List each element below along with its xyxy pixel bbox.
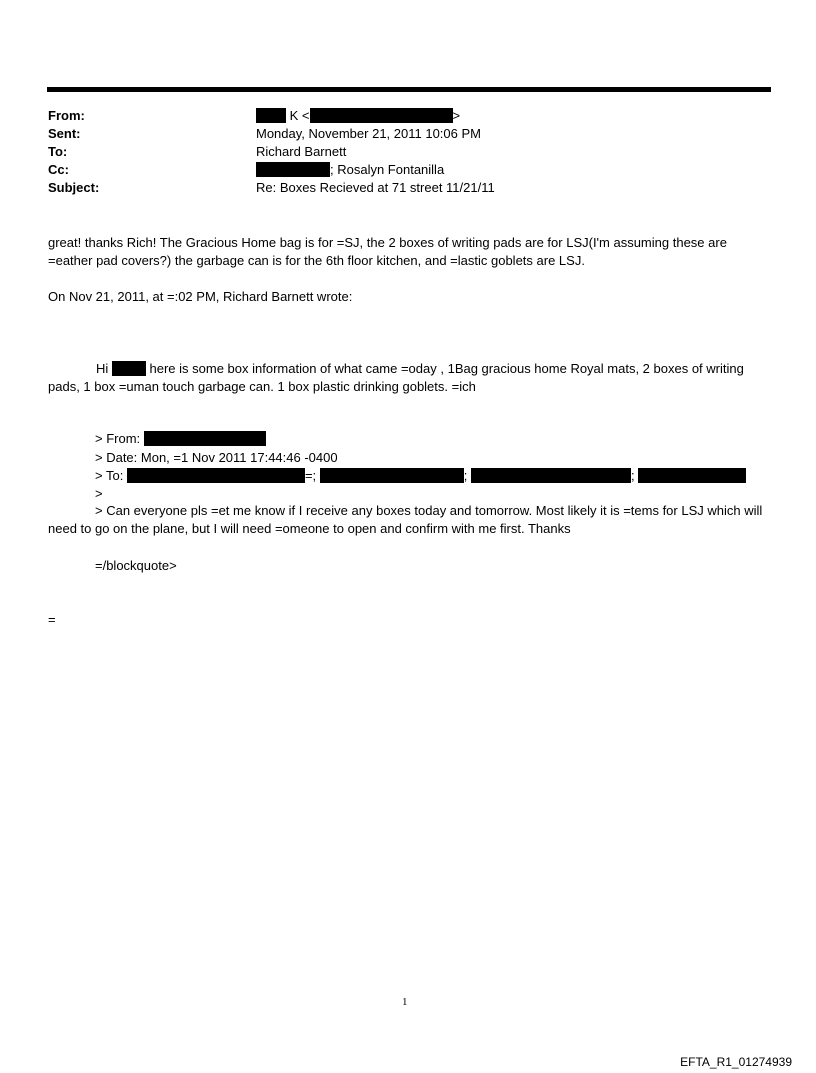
redaction-box <box>320 468 464 483</box>
to-label: To: <box>48 144 68 159</box>
redaction-box <box>310 108 453 123</box>
redaction-box <box>144 431 266 446</box>
sent-label: Sent: <box>48 126 81 141</box>
quote-to-line: > To: =; ; ; <box>95 467 746 485</box>
quote-from-line: > From: <box>95 430 266 448</box>
quote-blank-line: > <box>95 486 103 501</box>
blockquote-end: =/blockquote> <box>95 558 177 573</box>
subject-label: Subject: <box>48 180 100 195</box>
from-label: From: <box>48 108 85 123</box>
sent-value: Monday, November 21, 2011 10:06 PM <box>256 126 481 141</box>
to-value: Richard Barnett <box>256 144 347 159</box>
page-number: 1 <box>402 996 408 1008</box>
quote-date-line: > Date: Mon, =1 Nov 2011 17:44:46 -0400 <box>95 450 338 465</box>
redaction-box <box>112 361 146 376</box>
document-id: EFTA_R1_01274939 <box>680 1055 792 1069</box>
subject-value: Re: Boxes Recieved at 71 street 11/21/11 <box>256 180 495 195</box>
cc-value: ; Rosalyn Fontanilla <box>256 162 444 178</box>
reply-paragraph: great! thanks Rich! The Gracious Home bag is for =SJ, the 2 boxes of writing pads are for LSJ(I'm assuming these are =eather pad covers?) the garbage can is for the 6th floor kitchen, and =lastic goblets are LSJ. <box>48 235 727 268</box>
redaction-box <box>256 108 286 123</box>
from-value: K < > <box>256 108 460 124</box>
quoted-request-paragraph: > Can everyone pls =et me know if I receive any boxes today and tomorrow. Most likely it is =tems for LSJ which will need to go on the plane, but I will need =omeone to open and confirm with me first. Thanks <box>48 503 763 536</box>
quoted-message-paragraph: Hi here is some box information of what came =oday , 1Bag gracious home Royal mats, 2 boxes of writing pads, 1 box =uman touch garbage can. 1 box plastic drinking goblets. =ich <box>48 361 744 394</box>
redaction-box <box>127 468 305 483</box>
quoted-attribution: On Nov 21, 2011, at =:02 PM, Richard Barnett wrote: <box>48 289 353 304</box>
trailing-equals: = <box>48 612 56 627</box>
redaction-box <box>471 468 631 483</box>
header-rule <box>47 87 771 92</box>
cc-label: Cc: <box>48 162 69 177</box>
redaction-box <box>256 162 330 177</box>
redaction-box <box>638 468 746 483</box>
